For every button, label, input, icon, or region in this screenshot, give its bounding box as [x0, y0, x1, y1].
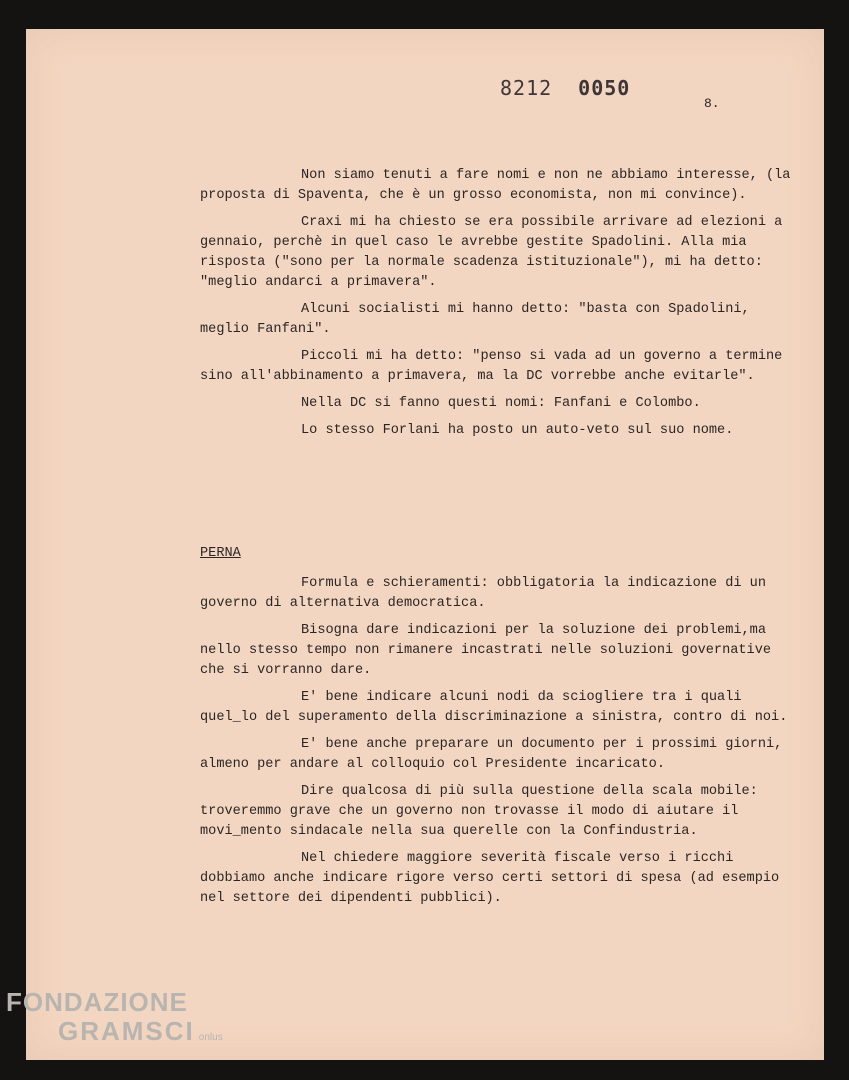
watermark-line-2-text: GRAMSCI — [58, 1016, 195, 1046]
section-1 — [200, 166, 800, 441]
paragraph: Nella DC si fanno questi nomi: Fanfani e Colombo. — [301, 396, 701, 411]
paragraph: Nel chiedere maggiore severità fiscale verso i ricchi dobbiamo anche indicare rigore verso certi settori di spesa (ad esempio nel settore dei dipendenti pubblici). — [200, 851, 780, 906]
paragraph: Piccoli mi ha detto: "penso si vada ad un governo a termine sino all'abbinamento a primavera, ma la DC vorrebbe anche evitarle". — [200, 349, 783, 384]
paragraph: Dire qualcosa di più sulla questione della scala mobile: troveremmo grave che un governo non trovasse il modo di aiutare il movi_mento sindacale nella sua querelle con la Confindustria. — [200, 784, 758, 839]
paragraph: Non siamo tenuti a fare nomi e non ne abbiamo interesse, (la proposta di Spaventa, che è un grosso economista, non mi convince). — [200, 168, 791, 203]
watermark-logo — [6, 988, 223, 1053]
paragraph: Lo stesso Forlani ha posto un auto-veto sul suo nome. — [301, 423, 734, 438]
watermark-sub: onlus — [198, 1032, 223, 1043]
paragraph: Formula e schieramenti: obbligatoria la indicazione di un governo di alternativa democratica. — [200, 576, 766, 611]
paragraph: E' bene anche preparare un documento per i prossimi giorni, almeno per andare al colloquio col Presidente incaricato. — [200, 737, 783, 772]
archive-code-2: 0050 — [578, 76, 631, 100]
speaker-heading: PERNA — [200, 546, 241, 561]
archive-code-1: 8212 — [500, 76, 553, 100]
paragraph: Bisogna dare indicazioni per la soluzione dei problemi,ma nello stesso tempo non rimanere incastrati nelle soluzioni governative che si vorranno dare. — [200, 623, 772, 678]
paragraph: Alcuni socialisti mi hanno detto: "basta con Spadolini, meglio Fanfani". — [200, 302, 750, 337]
watermark-line-2 — [58, 1016, 223, 1053]
paragraph: Craxi mi ha chiesto se era possibile arrivare ad elezioni a gennaio, perchè in quel caso le avrebbe gestite Spadolini. Alla mia risposta ("sono per la normale scadenza istituzionale"), mi ha detto: "meglio andarci a primavera". — [200, 215, 783, 290]
archive-stamp — [500, 76, 630, 100]
section-2 — [200, 544, 800, 909]
watermark-line-1: FONDAZIONE — [6, 987, 188, 1017]
paragraph: E' bene indicare alcuni nodi da sciogliere tra i quali quel_lo del superamento della discriminazione a sinistra, contro di noi. — [200, 690, 788, 725]
page-number: 8. — [704, 96, 720, 111]
